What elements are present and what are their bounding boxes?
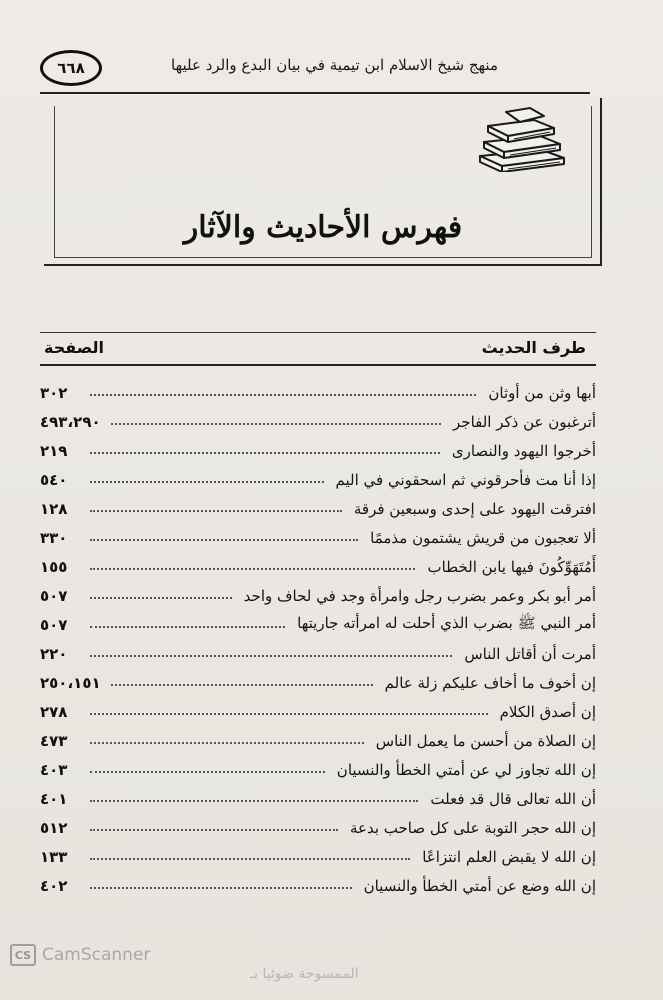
scanner-label: CamScanner [42,945,151,965]
list-item [40,407,596,436]
entry-page: ٢١٩ [40,441,68,460]
list-item [40,813,596,842]
columns-rule-top [40,332,596,333]
leader-dots [90,539,358,541]
leader-dots [90,597,232,599]
leader-dots [90,887,352,889]
entry-page: ٤٧٣ [40,731,68,750]
list-item [40,726,596,755]
leader-dots [90,829,338,831]
entry-text: إن الصلاة من أحسن ما يعمل الناس [375,731,596,750]
list-item [40,842,596,871]
scanner-sub-label: الممسوحة ضوئيا بـ [250,966,359,982]
leader-dots [90,452,440,454]
entry-text: أَمُتَهَوِّكُونَ فيها يابن الخطاب [427,557,596,576]
entry-text: إن أصدق الكلام [499,702,596,721]
leader-dots [90,713,488,715]
leader-dots [90,771,325,773]
list-item [40,755,596,784]
leader-dots [90,655,452,657]
list-item [40,436,596,465]
columns-header [40,336,592,362]
list-item [40,610,596,639]
leader-dots [90,858,410,860]
entry-text: إذا أنا مت فأحرقوني ثم اسحقوني في اليم [335,470,596,489]
list-item [40,581,596,610]
entry-page: ١٢٨ [40,499,68,518]
entry-page: ٣٣٠ [40,528,68,547]
entry-text: افترقت اليهود على إحدى وسبعين فرقة [353,499,596,518]
hadith-column-label: طرف الحديث [481,338,586,357]
entry-text: أن الله تعالى قال قد فعلت [430,789,596,808]
list-item [40,639,596,668]
entry-text: أبها وثن من أوثان [488,383,596,402]
index-title: فهرس الأحاديث والآثار [183,210,463,245]
entry-text: إن الله لا يقبض العلم انتزاعًا [422,847,596,866]
entry-page: ٢٥٠،١٥١ [40,673,101,692]
entry-text: أمرت أن أقاتل الناس [464,644,596,663]
list-item [40,378,596,407]
list-item [40,494,596,523]
entry-text: إن الله تجاوز لي عن أمتي الخطأ والنسيان [336,760,596,779]
list-item [40,552,596,581]
list-item [40,668,596,697]
leader-dots [90,568,415,570]
leader-dots [90,800,418,802]
scanner-watermark [10,944,150,966]
leader-dots [111,684,373,686]
leader-dots [90,481,324,483]
entry-page: ١٣٣ [40,847,68,866]
entry-page: ٥٠٧ [40,586,68,605]
list-item [40,465,596,494]
list-item [40,697,596,726]
leader-dots [111,423,441,425]
entry-text: إن أخوف ما أخاف عليكم زلة عالم [384,673,596,692]
entry-text: أمر أبو بكر وعمر بضرب رجل وامرأة وجد في لحاف واحد [243,586,596,605]
page-number: ٦٦٨ [40,50,102,86]
entry-page: ٢٢٠ [40,644,68,663]
list-item [40,523,596,552]
page-column-label: الصفحة [44,338,105,357]
entry-page: ٤٩٣،٢٩٠ [40,412,101,431]
entry-page: ٤٠١ [40,789,68,808]
entry-page: ٢٧٨ [40,702,68,721]
books-icon [472,106,572,172]
list-item [40,871,596,900]
entry-text: إن الله حجر التوبة على كل صاحب بدعة [349,818,596,837]
entry-page: ٥٠٧ [40,615,68,634]
leader-dots [90,510,342,512]
entry-text: إن الله وضع عن أمتي الخطأ والنسيان [363,876,596,895]
entry-page: ٤٠٢ [40,876,68,895]
camscanner-logo-icon: CS [10,944,36,966]
leader-dots [90,626,285,628]
entry-text: ألا تعجبون من قريش يشتمون مذممًا [370,528,596,547]
entry-page: ٥٤٠ [40,470,68,489]
running-title: منهج شيخ الاسلام ابن تيمية في بيان البدع والرد عليها [171,56,498,74]
entry-page: ٤٠٣ [40,760,68,779]
list-item [40,784,596,813]
title-box [44,98,602,266]
columns-rule-bottom [40,364,596,366]
entry-text: أمر النبي ﷺ بضرب الذي أحلت له امرأته جاريتها [297,613,596,632]
entry-text: أخرجوا اليهود والنصارى [451,441,596,460]
entry-page: ٣٠٢ [40,383,68,402]
entry-text: أترغبون عن ذكر الفاجر [453,412,596,431]
index-entries [40,378,596,900]
leader-dots [90,394,476,396]
header-rule [40,92,590,94]
page-header [40,48,610,88]
entry-page: ٥١٢ [40,818,68,837]
entry-page: ١٥٥ [40,557,68,576]
leader-dots [90,742,364,744]
